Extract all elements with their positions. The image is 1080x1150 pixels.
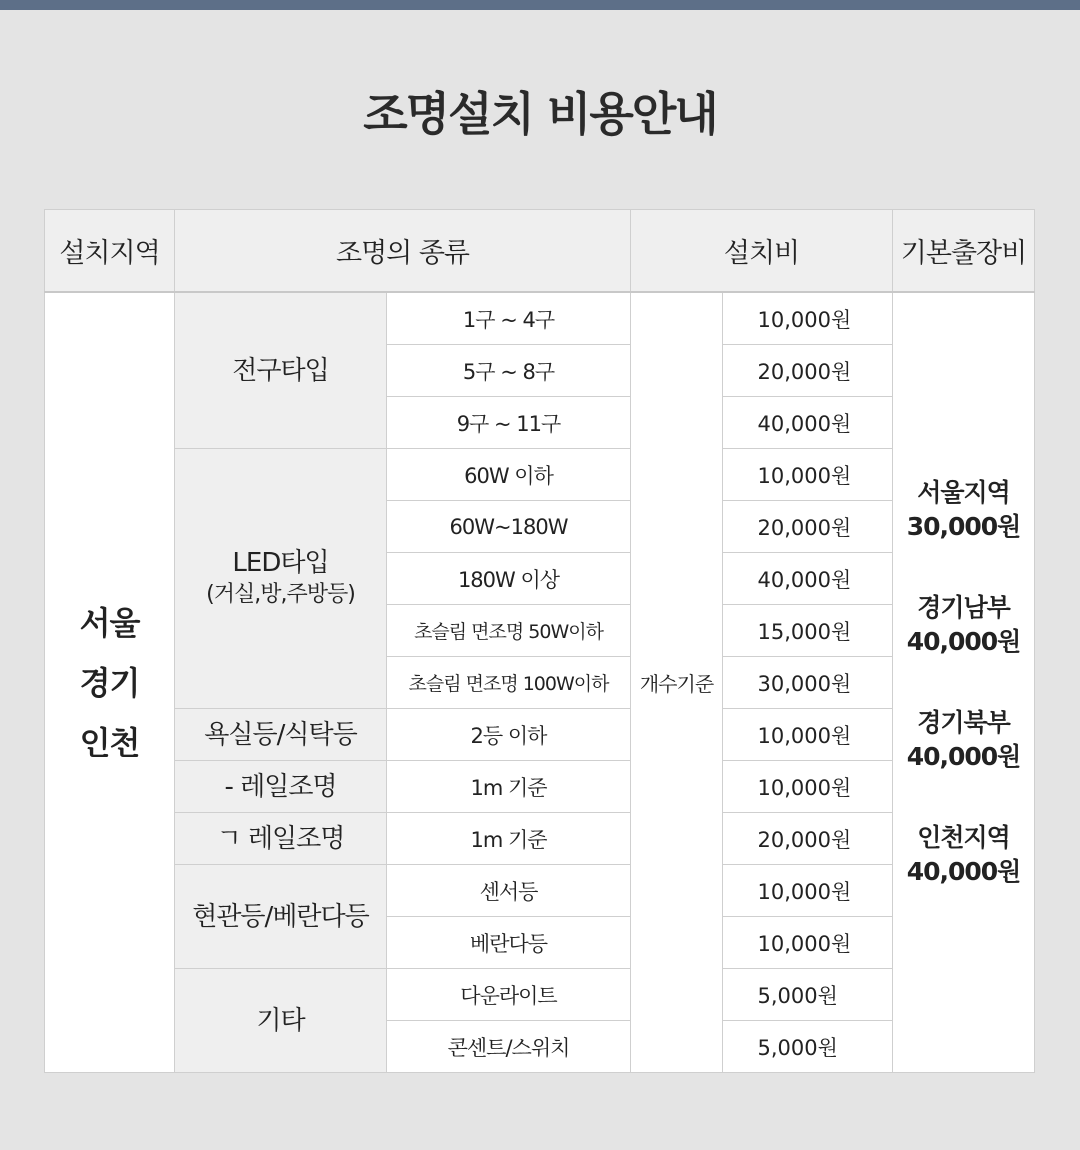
table-row — [45, 969, 1035, 1021]
category-entrance: 현관등/베란다등 — [175, 865, 387, 969]
price-cell: 40,000원 — [723, 553, 893, 605]
price-cell: 5,000원 — [723, 969, 893, 1021]
category-bath: 욕실등/식탁등 — [175, 709, 387, 761]
table-row — [45, 709, 1035, 761]
price-cell: 10,000원 — [723, 917, 893, 969]
category-bulb: 전구타입 — [175, 292, 387, 449]
top-accent-bar — [0, 0, 1080, 10]
item-cell: 초슬림 면조명 100W이하 — [387, 657, 631, 709]
item-cell: 센서등 — [387, 865, 631, 917]
fee-area: 경기북부 — [917, 708, 1010, 737]
header-cost: 설치비 — [631, 210, 893, 293]
header-fee: 기본출장비 — [893, 210, 1035, 293]
fee-area: 서울지역 — [917, 478, 1010, 507]
price-cell: 10,000원 — [723, 449, 893, 501]
header-type: 조명의 종류 — [175, 210, 631, 293]
fee-amount: 40,000원 — [906, 857, 1021, 886]
region-line: 인천 — [79, 723, 140, 762]
price-cell: 10,000원 — [723, 865, 893, 917]
fee-area: 인천지역 — [917, 823, 1010, 852]
price-cell: 20,000원 — [723, 345, 893, 397]
pricing-table — [44, 209, 1035, 1073]
fee-block — [893, 476, 1034, 544]
item-cell: 초슬림 면조명 50W이하 — [387, 605, 631, 657]
category-led — [175, 449, 387, 709]
region-cell — [45, 292, 175, 1073]
fee-block — [893, 591, 1034, 659]
fee-area: 경기남부 — [917, 593, 1010, 622]
item-cell: 60W 이하 — [387, 449, 631, 501]
item-cell: 5구 ~ 8구 — [387, 345, 631, 397]
category-rail-straight: - 레일조명 — [175, 761, 387, 813]
price-cell: 10,000원 — [723, 292, 893, 345]
fee-cell — [893, 292, 1035, 1073]
item-cell: 2등 이하 — [387, 709, 631, 761]
item-cell: 1m 기준 — [387, 761, 631, 813]
price-cell: 20,000원 — [723, 813, 893, 865]
price-cell: 5,000원 — [723, 1021, 893, 1073]
item-cell: 60W~180W — [387, 501, 631, 553]
table-row — [45, 449, 1035, 501]
page-title: 조명설치 비용안내 — [363, 87, 717, 141]
region-line: 경기 — [79, 663, 140, 702]
price-cell: 15,000원 — [723, 605, 893, 657]
fee-block — [893, 706, 1034, 774]
table-row — [45, 761, 1035, 813]
item-cell: 1m 기준 — [387, 813, 631, 865]
item-cell: 다운라이트 — [387, 969, 631, 1021]
category-led-sub: (거실,방,주방등) — [206, 581, 355, 607]
table-row — [45, 865, 1035, 917]
region-line: 서울 — [79, 603, 140, 642]
price-cell: 10,000원 — [723, 709, 893, 761]
fee-amount: 30,000원 — [906, 512, 1021, 541]
price-cell: 20,000원 — [723, 501, 893, 553]
fee-amount: 40,000원 — [906, 742, 1021, 771]
basis-cell: 개수기준 — [631, 292, 723, 1073]
price-cell: 10,000원 — [723, 761, 893, 813]
item-cell: 9구 ~ 11구 — [387, 397, 631, 449]
price-cell: 30,000원 — [723, 657, 893, 709]
category-rail-corner: ㄱ 레일조명 — [175, 813, 387, 865]
table-row — [45, 813, 1035, 865]
category-etc: 기타 — [175, 969, 387, 1073]
category-led-label: LED타입 — [232, 547, 329, 578]
table-row — [45, 292, 1035, 345]
table-header-row — [45, 210, 1035, 293]
fee-block — [893, 821, 1034, 889]
price-cell: 40,000원 — [723, 397, 893, 449]
item-cell: 콘센트/스위치 — [387, 1021, 631, 1073]
item-cell: 베란다등 — [387, 917, 631, 969]
item-cell: 1구 ~ 4구 — [387, 292, 631, 345]
item-cell: 180W 이상 — [387, 553, 631, 605]
fee-amount: 40,000원 — [906, 627, 1021, 656]
header-region: 설치지역 — [45, 210, 175, 293]
